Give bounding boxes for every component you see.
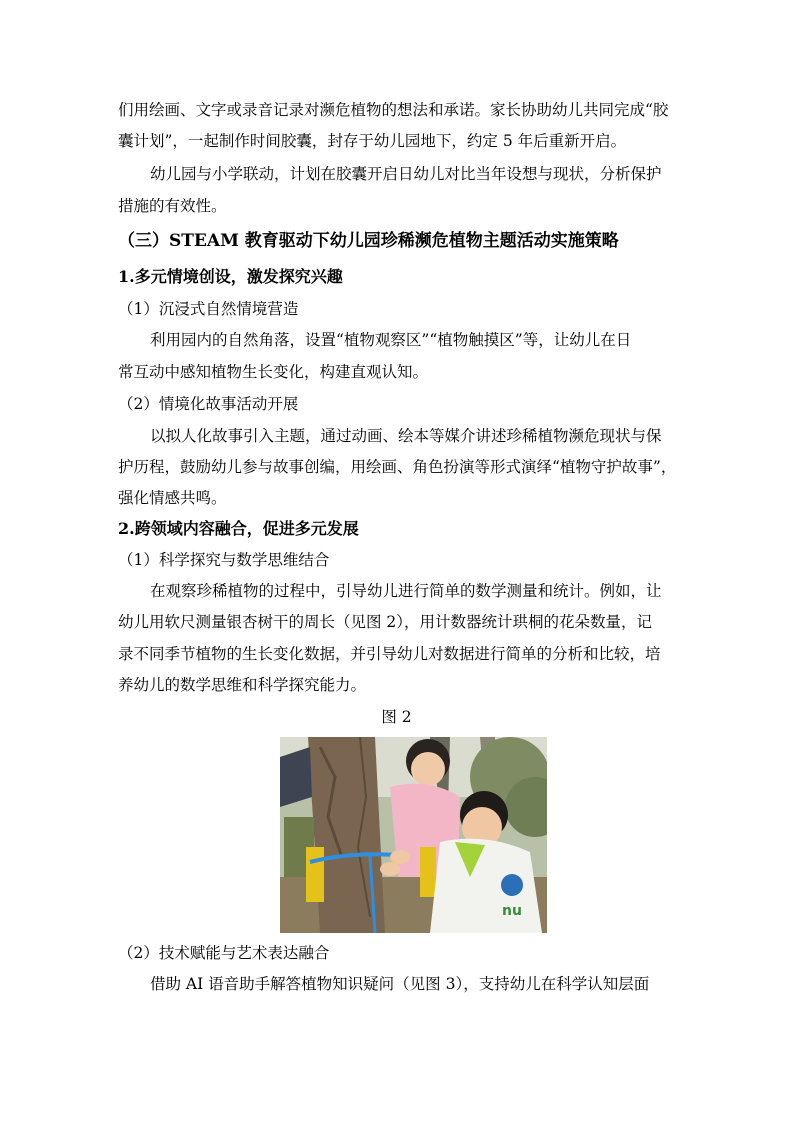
subsection-1-heading: 1.多元情境创设，激发探究兴趣 [118, 267, 343, 286]
s1-p2-line3: 强化情感共鸣。 [118, 489, 227, 507]
jacket-logo-text: nu [502, 903, 522, 919]
children-measuring-tree-illustration [280, 737, 547, 933]
subsection-2-1-heading: （1）科学探究与数学思维结合 [118, 551, 330, 569]
s2-p1-line2: 幼儿用软尺测量银杏树干的周长（见图 2），用计数器统计珙桐的花朵数量，记 [118, 613, 653, 631]
figure-2-photo [280, 737, 547, 933]
s1-p1-line2: 常互动中感知植物生长变化，构建直观认知。 [118, 363, 429, 381]
s1-p2-line1: 以拟人化故事引入主题，通过动画、绘本等媒介讲述珍稀植物濒危现状与保 [150, 427, 662, 445]
s1-p1-line1: 利用园内的自然角落，设置“植物观察区”“植物触摸区”等，让幼儿在日 [150, 331, 632, 349]
s2-p1-line1: 在观察珍稀植物的过程中，引导幼儿进行简单的数学测量和统计。例如，让 [150, 582, 662, 600]
subsection-1-1-heading: （1）沉浸式自然情境营造 [118, 300, 299, 318]
subsection-2-2-heading: （2）技术赋能与艺术表达融合 [118, 944, 330, 962]
figure-2-caption: 图 2 [381, 708, 412, 726]
s2-p2-line1: 借助 AI 语音助手解答植物知识疑问（见图 3），支持幼儿在科学认知层面 [150, 975, 650, 993]
para2-line1: 幼儿园与小学联动，计划在胶囊开启日幼儿对比当年设想与现状，分析保护 [150, 165, 662, 183]
para1-line2: 囊计划”，一起制作时间胶囊，封存于幼儿园地下，约定 5 年后重新开启。 [118, 132, 627, 150]
para2-line2: 措施的有效性。 [118, 197, 227, 215]
subsection-2-heading: 2.跨领域内容融合，促进多元发展 [118, 519, 359, 538]
para1-line1: 们用绘画、文字或录音记录对濒危植物的想法和承诺。家长协助幼儿共同完成“胶 [118, 101, 669, 119]
s1-p2-line2: 护历程，鼓励幼儿参与故事创编，用绘画、角色扮演等形式演绎“植物守护故事”， [118, 458, 677, 476]
section-3-heading: （三）STEAM 教育驱动下幼儿园珍稀濒危植物主题活动实施策略 [118, 231, 619, 251]
subsection-1-2-heading: （2）情境化故事活动开展 [118, 395, 299, 413]
s2-p1-line3: 录不同季节植物的生长变化数据，并引导幼儿对数据进行简单的分析和比较，培 [118, 645, 661, 663]
s2-p1-line4: 养幼儿的数学思维和科学探究能力。 [118, 676, 367, 694]
